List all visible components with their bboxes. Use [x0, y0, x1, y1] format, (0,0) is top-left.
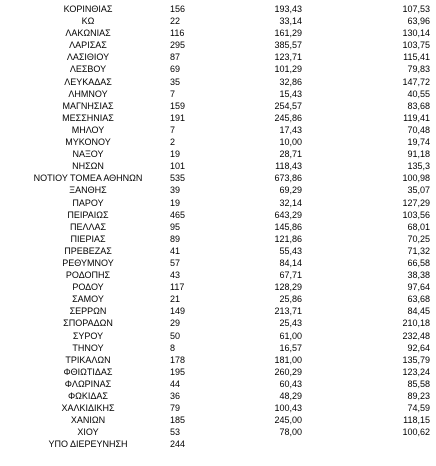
case-count: 244 — [170, 439, 186, 450]
rate-value: 69,29 — [279, 185, 302, 196]
regional-unit-name: ΚΟΡΙΝΘΙΑΣ — [63, 4, 113, 14]
rate-value: 101,29 — [274, 64, 302, 75]
percentage-value: 97,64 — [407, 282, 430, 293]
regional-unit-name: ΝΗΣΩΝ — [72, 161, 104, 172]
rate-value: 25,43 — [279, 318, 302, 329]
case-count: 159 — [170, 100, 186, 111]
table-row — [0, 136, 436, 148]
table-row — [0, 221, 436, 233]
case-count: 2 — [170, 137, 176, 148]
regional-unit-name: ΡΕΘΥΜΝΟΥ — [62, 257, 114, 268]
regional-unit-name: ΛΗΜΝΟΥ — [68, 88, 108, 99]
table-row — [0, 112, 436, 124]
percentage-value: 66,58 — [407, 257, 430, 268]
case-count: 195 — [170, 366, 186, 377]
percentage-value: 35,07 — [407, 185, 430, 196]
rate-value: 55,43 — [279, 245, 302, 256]
table-row — [0, 317, 436, 329]
percentage-value: 100,62 — [402, 427, 430, 438]
case-count: 36 — [170, 391, 181, 401]
case-count: 87 — [170, 52, 181, 63]
rate-value: 213,71 — [274, 306, 302, 317]
case-count: 191 — [170, 112, 186, 123]
rate-value: 78,00 — [279, 427, 302, 438]
regional-unit-name: ΤΗΝΟΥ — [72, 342, 104, 353]
case-count: 41 — [170, 245, 181, 256]
table-row — [0, 233, 436, 245]
rate-value: 128,29 — [274, 282, 302, 293]
rate-value: 673,86 — [274, 173, 302, 184]
rate-value: 123,71 — [274, 52, 302, 63]
percentage-value: 127,29 — [402, 197, 430, 208]
table-row — [0, 305, 436, 317]
percentage-value: 92,64 — [407, 342, 430, 353]
regional-unit-name: ΧΑΝΙΩΝ — [70, 415, 106, 426]
table-row — [0, 160, 436, 172]
table-row — [0, 245, 436, 257]
table-row — [0, 438, 436, 450]
table-row — [0, 15, 436, 27]
percentage-value: 118,15 — [403, 415, 430, 426]
table-row — [0, 330, 436, 342]
regional-unit-name: ΛΕΣΒΟΥ — [69, 64, 107, 75]
rate-value: 61,00 — [279, 330, 302, 341]
table-row — [0, 3, 436, 15]
rate-value: 145,86 — [274, 221, 302, 232]
regional-unit-name: ΛΑΣΙΘΙΟΥ — [66, 52, 110, 63]
percentage-value: 210,18 — [402, 318, 430, 329]
percentage-value: 130,14 — [402, 28, 430, 39]
percentage-value: 107,53 — [402, 4, 430, 14]
case-count: 21 — [170, 294, 181, 305]
rate-value: 16,57 — [279, 342, 302, 353]
table-row — [0, 197, 436, 209]
case-count: 79 — [170, 403, 181, 414]
table-row — [0, 39, 436, 51]
regional-unit-name: ΝΟΤΙΟΥ ΤΟΜΕΑ ΑΘΗΝΩΝ — [33, 173, 143, 184]
regional-unit-name: ΠΙΕΡΙΑΣ — [70, 233, 106, 244]
case-count: 465 — [170, 209, 186, 220]
rate-value: 32,86 — [279, 76, 302, 87]
percentage-value: 38,38 — [407, 270, 430, 281]
case-count: 7 — [170, 124, 176, 135]
percentage-value: 79,83 — [407, 64, 430, 75]
rate-value: 181,00 — [274, 354, 302, 365]
regional-unit-name: ΠΡΕΒΕΖΑΣ — [64, 245, 112, 256]
percentage-value: 135,3 — [407, 161, 430, 172]
rate-value: 118,43 — [275, 161, 302, 172]
regional-unit-name: ΧΙΟΥ — [77, 427, 99, 438]
regional-unit-name: ΣΕΡΡΩΝ — [69, 306, 107, 317]
table-row — [0, 148, 436, 160]
rate-value: 25,86 — [279, 294, 302, 305]
table-row — [0, 51, 436, 63]
regional-unit-name: ΣΑΜΟΥ — [72, 294, 104, 305]
case-count: 39 — [170, 185, 181, 196]
rate-value: 161,29 — [274, 28, 302, 39]
table-row — [0, 209, 436, 221]
regional-unit-name: ΜΕΣΣΗΝΙΑΣ — [62, 112, 114, 123]
case-count: 185 — [170, 415, 186, 426]
regional-unit-name: ΛΕΥΚΑΔΑΣ — [64, 76, 112, 87]
table-row — [0, 366, 436, 378]
percentage-value: 147,72 — [402, 76, 430, 87]
regional-unit-name: ΜΗΛΟΥ — [71, 124, 105, 135]
table-row — [0, 88, 436, 100]
table-row — [0, 27, 436, 39]
regional-unit-name: ΦΛΩΡΙΝΑΣ — [64, 378, 112, 389]
case-count: 117 — [170, 282, 185, 293]
table-row — [0, 390, 436, 402]
percentage-value: 84,45 — [407, 306, 430, 317]
table-row — [0, 426, 436, 438]
rate-value: 254,57 — [274, 100, 302, 111]
table-row — [0, 354, 436, 366]
regional-unit-name: ΛΑΡΙΣΑΣ — [69, 40, 107, 51]
case-count: 69 — [170, 64, 181, 75]
percentage-value: 123,24 — [402, 366, 430, 377]
rate-value: 193,43 — [274, 4, 302, 14]
percentage-value: 71,32 — [407, 245, 430, 256]
percentage-value: 89,23 — [407, 391, 430, 401]
case-count: 35 — [170, 76, 181, 87]
table-row — [0, 281, 436, 293]
percentage-value: 74,59 — [407, 403, 430, 414]
table-row — [0, 269, 436, 281]
regional-unit-name: ΜΥΚΟΝΟΥ — [65, 137, 111, 148]
regional-unit-name: ΠΕΛΛΑΣ — [69, 221, 107, 232]
case-count: 295 — [170, 40, 186, 51]
regional-unit-name: ΦΘΙΩΤΙΔΑΣ — [63, 366, 113, 377]
case-count: 43 — [170, 270, 181, 281]
case-count: 57 — [170, 257, 181, 268]
case-count: 535 — [170, 173, 186, 184]
table-row — [0, 378, 436, 390]
rate-value: 15,43 — [279, 88, 302, 99]
regional-unit-name: ΣΥΡΟΥ — [72, 330, 104, 341]
regional-unit-name: ΠΑΡΟΥ — [72, 197, 104, 208]
table-row — [0, 293, 436, 305]
percentage-value: 119,41 — [403, 112, 430, 123]
rate-value: 10,00 — [279, 137, 302, 148]
table-row — [0, 184, 436, 196]
regional-unit-name: ΡΟΔΟΠΗΣ — [65, 270, 111, 281]
case-count: 50 — [170, 330, 181, 341]
rate-value: 245,00 — [274, 415, 302, 426]
table-body — [0, 3, 436, 450]
table-row — [0, 414, 436, 426]
regional-unit-name: ΞΑΝΘΗΣ — [69, 185, 107, 196]
case-count: 44 — [170, 378, 181, 389]
regional-unit-name: ΠΕΙΡΑΙΩΣ — [67, 209, 109, 220]
percentage-value: 91,18 — [407, 149, 430, 160]
case-count: 19 — [170, 197, 181, 208]
case-count: 116 — [170, 28, 185, 39]
table-row — [0, 172, 436, 184]
regional-unit-name: ΚΩ — [81, 16, 95, 27]
regional-unit-name: ΛΑΚΩΝΙΑΣ — [65, 28, 111, 39]
rate-value: 385,57 — [274, 40, 302, 51]
percentage-value: 85,58 — [407, 378, 430, 389]
case-count: 29 — [170, 318, 181, 329]
table-row — [0, 257, 436, 269]
percentage-value: 19,74 — [407, 137, 430, 148]
percentage-value: 63,68 — [407, 294, 430, 305]
percentage-value: 63,96 — [407, 16, 430, 27]
rate-value: 32,14 — [279, 197, 302, 208]
case-count: 95 — [170, 221, 181, 232]
case-count: 149 — [170, 306, 186, 317]
case-count: 178 — [170, 354, 186, 365]
case-count: 53 — [170, 427, 181, 438]
percentage-value: 40,55 — [407, 88, 430, 99]
table-row — [0, 100, 436, 112]
percentage-value: 70,25 — [407, 233, 430, 244]
percentage-value: 70,48 — [407, 124, 430, 135]
rate-value: 33,14 — [279, 16, 302, 27]
rate-value: 48,29 — [279, 391, 302, 401]
table-row — [0, 63, 436, 75]
rate-value: 67,71 — [279, 270, 302, 281]
regional-unit-name: ΤΡΙΚΑΛΩΝ — [65, 354, 111, 365]
case-count: 156 — [170, 4, 186, 14]
regional-unit-name: ΡΟΔΟΥ — [72, 282, 104, 293]
rate-value: 17,43 — [279, 124, 302, 135]
case-count: 8 — [170, 342, 176, 353]
rate-value: 260,29 — [274, 366, 302, 377]
case-count: 101 — [170, 161, 186, 172]
table-row — [0, 76, 436, 88]
rate-value: 245,86 — [274, 112, 302, 123]
case-count: 7 — [170, 88, 176, 99]
percentage-value: 135,79 — [402, 354, 430, 365]
table-row — [0, 402, 436, 414]
regional-unit-name: ΦΩΚΙΔΑΣ — [68, 391, 108, 401]
percentage-value: 68,01 — [407, 221, 430, 232]
regional-unit-name: ΥΠΟ ΔΙΕΡΕΥΝΗΣΗ — [48, 439, 128, 450]
rate-value: 100,43 — [274, 403, 302, 414]
regional-unit-name: ΧΑΛΚΙΔΙΚΗΣ — [61, 403, 115, 414]
percentage-value: 115,41 — [403, 52, 430, 63]
regional-unit-name: ΝΑΞΟΥ — [72, 149, 104, 160]
percentage-value: 83,68 — [407, 100, 430, 111]
percentage-value: 103,75 — [402, 40, 430, 51]
percentage-value: 232,48 — [402, 330, 430, 341]
regional-unit-name: ΜΑΓΝΗΣΙΑΣ — [62, 100, 114, 111]
rate-value: 60,43 — [279, 378, 302, 389]
rate-value: 84,14 — [279, 257, 302, 268]
table-row — [0, 124, 436, 136]
case-count: 89 — [170, 233, 181, 244]
rate-value: 28,71 — [279, 149, 302, 160]
percentage-value: 103,56 — [402, 209, 430, 220]
percentage-value: 100,98 — [402, 173, 430, 184]
case-count: 22 — [170, 16, 181, 27]
rate-value: 121,86 — [274, 233, 302, 244]
rate-value: 643,29 — [274, 209, 302, 220]
case-count: 19 — [170, 149, 181, 160]
regional-unit-name: ΣΠΟΡΑΔΩΝ — [63, 318, 113, 329]
table-row — [0, 342, 436, 354]
